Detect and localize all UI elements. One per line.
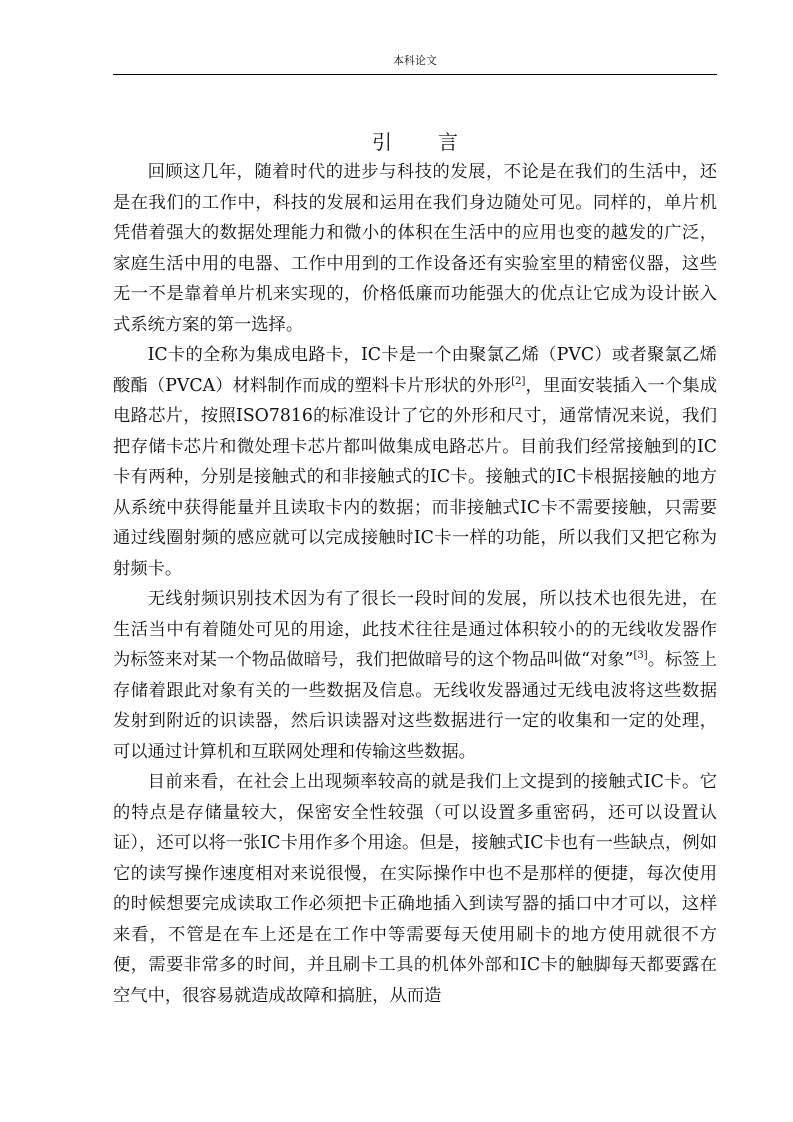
citation-3: [3] [633,650,648,662]
paragraph-2 [113,340,717,584]
body-text [113,157,717,1011]
paragraph-3-text-a: 无线射频识别技术因为有了很长一段时间的发展，所以技术也很先进，在生活当中有着随处可见的用途，此技术往往是通过体积较小的的无线收发器作为标签来对某一个物品做暗号，我们把做暗号的这个物品叫做“对象” [113,589,717,670]
paragraph-3-text-b: 。标签上存储着跟此对象有关的一些数据及信息。无线收发器通过无线电波将这些数据发射到附近的识读器，然后识读器对这些数据进行一定的收集和一定的处理，可以通过计算机和互联网处理和传输这些数据。 [113,650,717,762]
section-title: 引言 [372,130,504,154]
citation-2: [2] [511,375,526,387]
paragraph-2-text-b: ，里面安装插入一个集成电路芯片，按照ISO7816的标准设计了它的外形和尺寸，通常情况来说，我们把存储卡芯片和微处理卡芯片都叫做集成电路芯片。目前我们经常接触到的IC卡有两种，分别是接触式的和非接触式的IC卡。接触式的IC卡根据接触的地方从系统中获得能量并且读取卡内的数据；而非接触式IC卡不需要接触，只需要通过线圈射频的感应就可以完成接触时IC卡一样的功能，所以我们又把它称为射频卡。 [113,375,717,579]
paragraph-3 [113,584,717,767]
header-text: 本科论文 [393,54,437,67]
paragraph-2-text-a: IC卡的全称为集成电路卡，IC卡是一个由聚氯乙烯（PVC）或者聚氯乙烯酸酯（PVCA）材料制作而成的塑料卡片形状的外形 [113,345,717,396]
page-header [113,54,717,75]
paragraph-1: 回顾这几年，随着时代的进步与科技的发展，不论是在我们的生活中，还是在我们的工作中，科技的发展和运用在我们身边随处可见。同样的，单片机凭借着强大的数据处理能力和微小的体积在生活中的应用也变的越发的广泛，家庭生活中用的电器、工作中用到的工作设备还有实验室里的精密仪器，这些无一不是靠着单片机来实现的，价格低廉而功能强大的优点让它成为设计嵌入式系统方案的第一选择。 [113,162,717,335]
paragraph-4: 目前来看，在社会上出现频率较高的就是我们上文提到的接触式IC卡。它的特点是存储量较大，保密安全性较强（可以设置多重密码，还可以设置认证），还可以将一张IC卡用作多个用途。但是，接触式IC卡也有一些缺点，例如它的读写操作速度相对来说很慢，在实际操作中也不是那样的便捷，每次使用的时候想要完成读取工作必须把卡正确地插入到读写器的插口中才可以，这样来看，不管是在车上还是在工作中等需要每天使用刷卡的地方使用就很不方便，需要非常多的时间，并且刷卡工具的机体外部和IC卡的触脚每天都要露在空气中，很容易就造成故障和搞脏，从而造 [113,772,717,1006]
